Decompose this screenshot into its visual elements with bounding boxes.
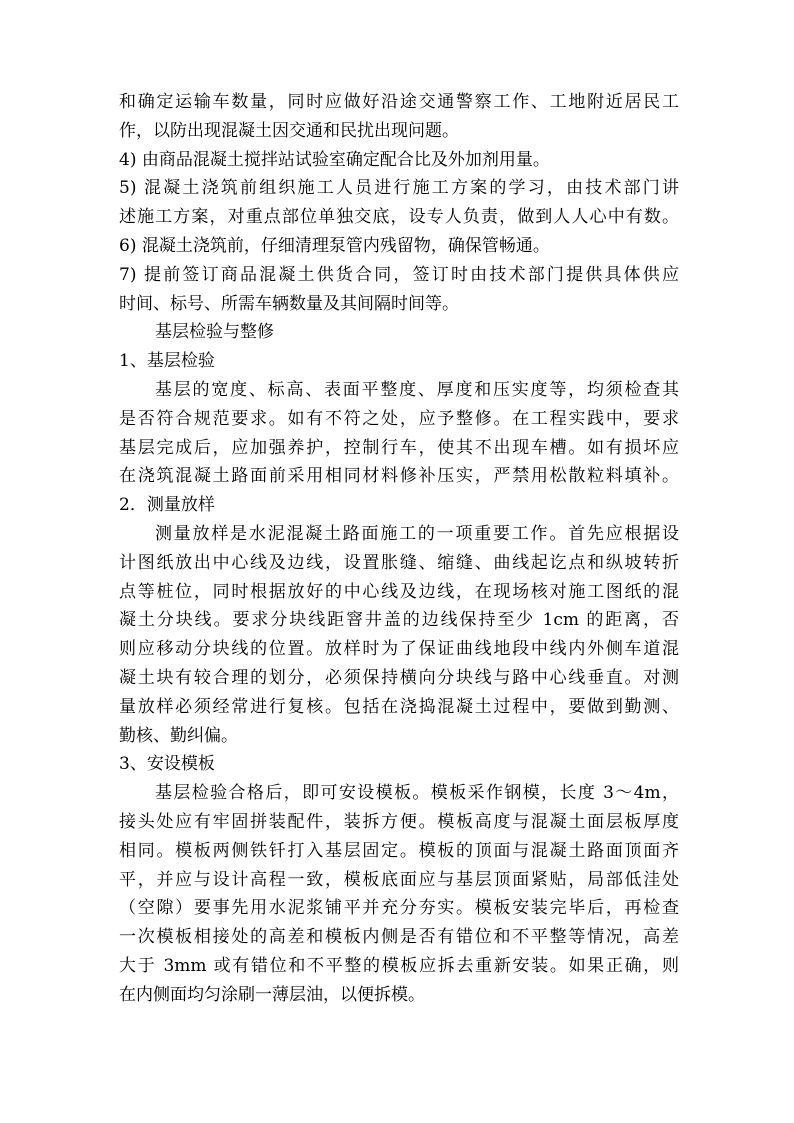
- paragraph-line: 基层的宽度、标高、表面平整度、厚度和压实度等，均须检查其: [155, 379, 679, 400]
- paragraph-line: 基层完成后，应加强养护，控制行车，使其不出现车槽。如有损坏应: [119, 437, 679, 458]
- list-item-7: 7) 提前签订商品混凝土供货合同，签订时由技术部门提供具体供应: [119, 264, 679, 285]
- paragraph-line: 大于 3mm 或有错位和不平整的模板应拆去重新安装。如果正确，则: [119, 955, 679, 976]
- paragraph-line: 作，以防出现混凝土因交通和民扰出现问题。: [119, 120, 459, 141]
- paragraph-line: 述施工方案，对重点部位单独交底，设专人负责，做到人人心中有数。: [119, 207, 679, 228]
- paragraph-line: 基层检验合格后，即可安设模板。模板采作钢模，长度 3～4m，: [155, 783, 679, 804]
- section-heading: 基层检验与整修: [155, 322, 274, 343]
- paragraph-line: 凝土分块线。要求分块线距窨井盖的边线保持至少 1cm 的距离，否: [119, 610, 679, 631]
- paragraph-line: 勤核、勤纠偏。: [119, 725, 238, 746]
- document-page: [119, 88, 679, 1010]
- paragraph-line: 在内侧面均匀涂刷一薄层油，以便拆模。: [119, 984, 425, 1005]
- paragraph-line: 量放样必须经常进行复核。包括在浇捣混凝土过程中，要做到勤测、: [119, 696, 679, 717]
- paragraph-line: 计图纸放出中心线及边线，设置胀缝、缩缝、曲线起讫点和纵坡转折: [119, 552, 679, 573]
- paragraph-line: 凝土块有较合理的划分，必须保持横向分块线与路中心线垂直。对测: [119, 667, 679, 688]
- paragraph-line: 则应移动分块线的位置。放样时为了保证曲线地段中线内外侧车道混: [119, 639, 679, 660]
- list-item-5: 5) 混凝土浇筑前组织施工人员进行施工方案的学习，由技术部门讲: [119, 178, 679, 199]
- paragraph-line: 测量放样是水泥混凝土路面施工的一项重要工作。首先应根据设: [155, 523, 679, 544]
- subsection-heading: 2．测量放样: [119, 495, 215, 516]
- paragraph-line: 在浇筑混凝土路面前采用相同材料修补压实，严禁用松散粒料填补。: [119, 466, 679, 487]
- paragraph-line: （空隙）要事先用水泥浆铺平并充分夯实。模板安装完毕后，再检查: [119, 898, 679, 919]
- paragraph-line: 接头处应有牢固拼装配件，装拆方便。模板高度与混凝土面层板厚度: [119, 811, 679, 832]
- paragraph-line: 一次模板相接处的高差和模板内侧是否有错位和不平整等情况，高差: [119, 927, 679, 948]
- paragraph-line: 和确定运输车数量，同时应做好沿途交通警察工作、工地附近居民工: [119, 92, 679, 112]
- paragraph-line: 平，并应与设计高程一致，模板底面应与基层顶面紧贴，局部低洼处: [119, 869, 679, 890]
- list-item-4: 4) 由商品混凝土搅拌站试验室确定配合比及外加剂用量。: [119, 149, 550, 170]
- paragraph-line: 相同。模板两侧铁钎打入基层固定。模板的顶面与混凝土路面顶面齐: [119, 840, 679, 861]
- list-item-6: 6) 混凝土浇筑前，仔细清理泵管内残留物，确保管畅通。: [119, 235, 550, 256]
- subsection-heading: 1、基层检验: [119, 351, 215, 372]
- paragraph-line: 是否符合规范要求。如有不符之处，应予整修。在工程实践中，要求: [119, 408, 679, 429]
- subsection-heading: 3、安设模板: [119, 754, 215, 775]
- paragraph-line: 点等桩位，同时根据放好的中心线及边线，在现场核对施工图纸的混: [119, 581, 679, 602]
- paragraph-line: 时间、标号、所需车辆数量及其间隔时间等。: [119, 293, 459, 314]
